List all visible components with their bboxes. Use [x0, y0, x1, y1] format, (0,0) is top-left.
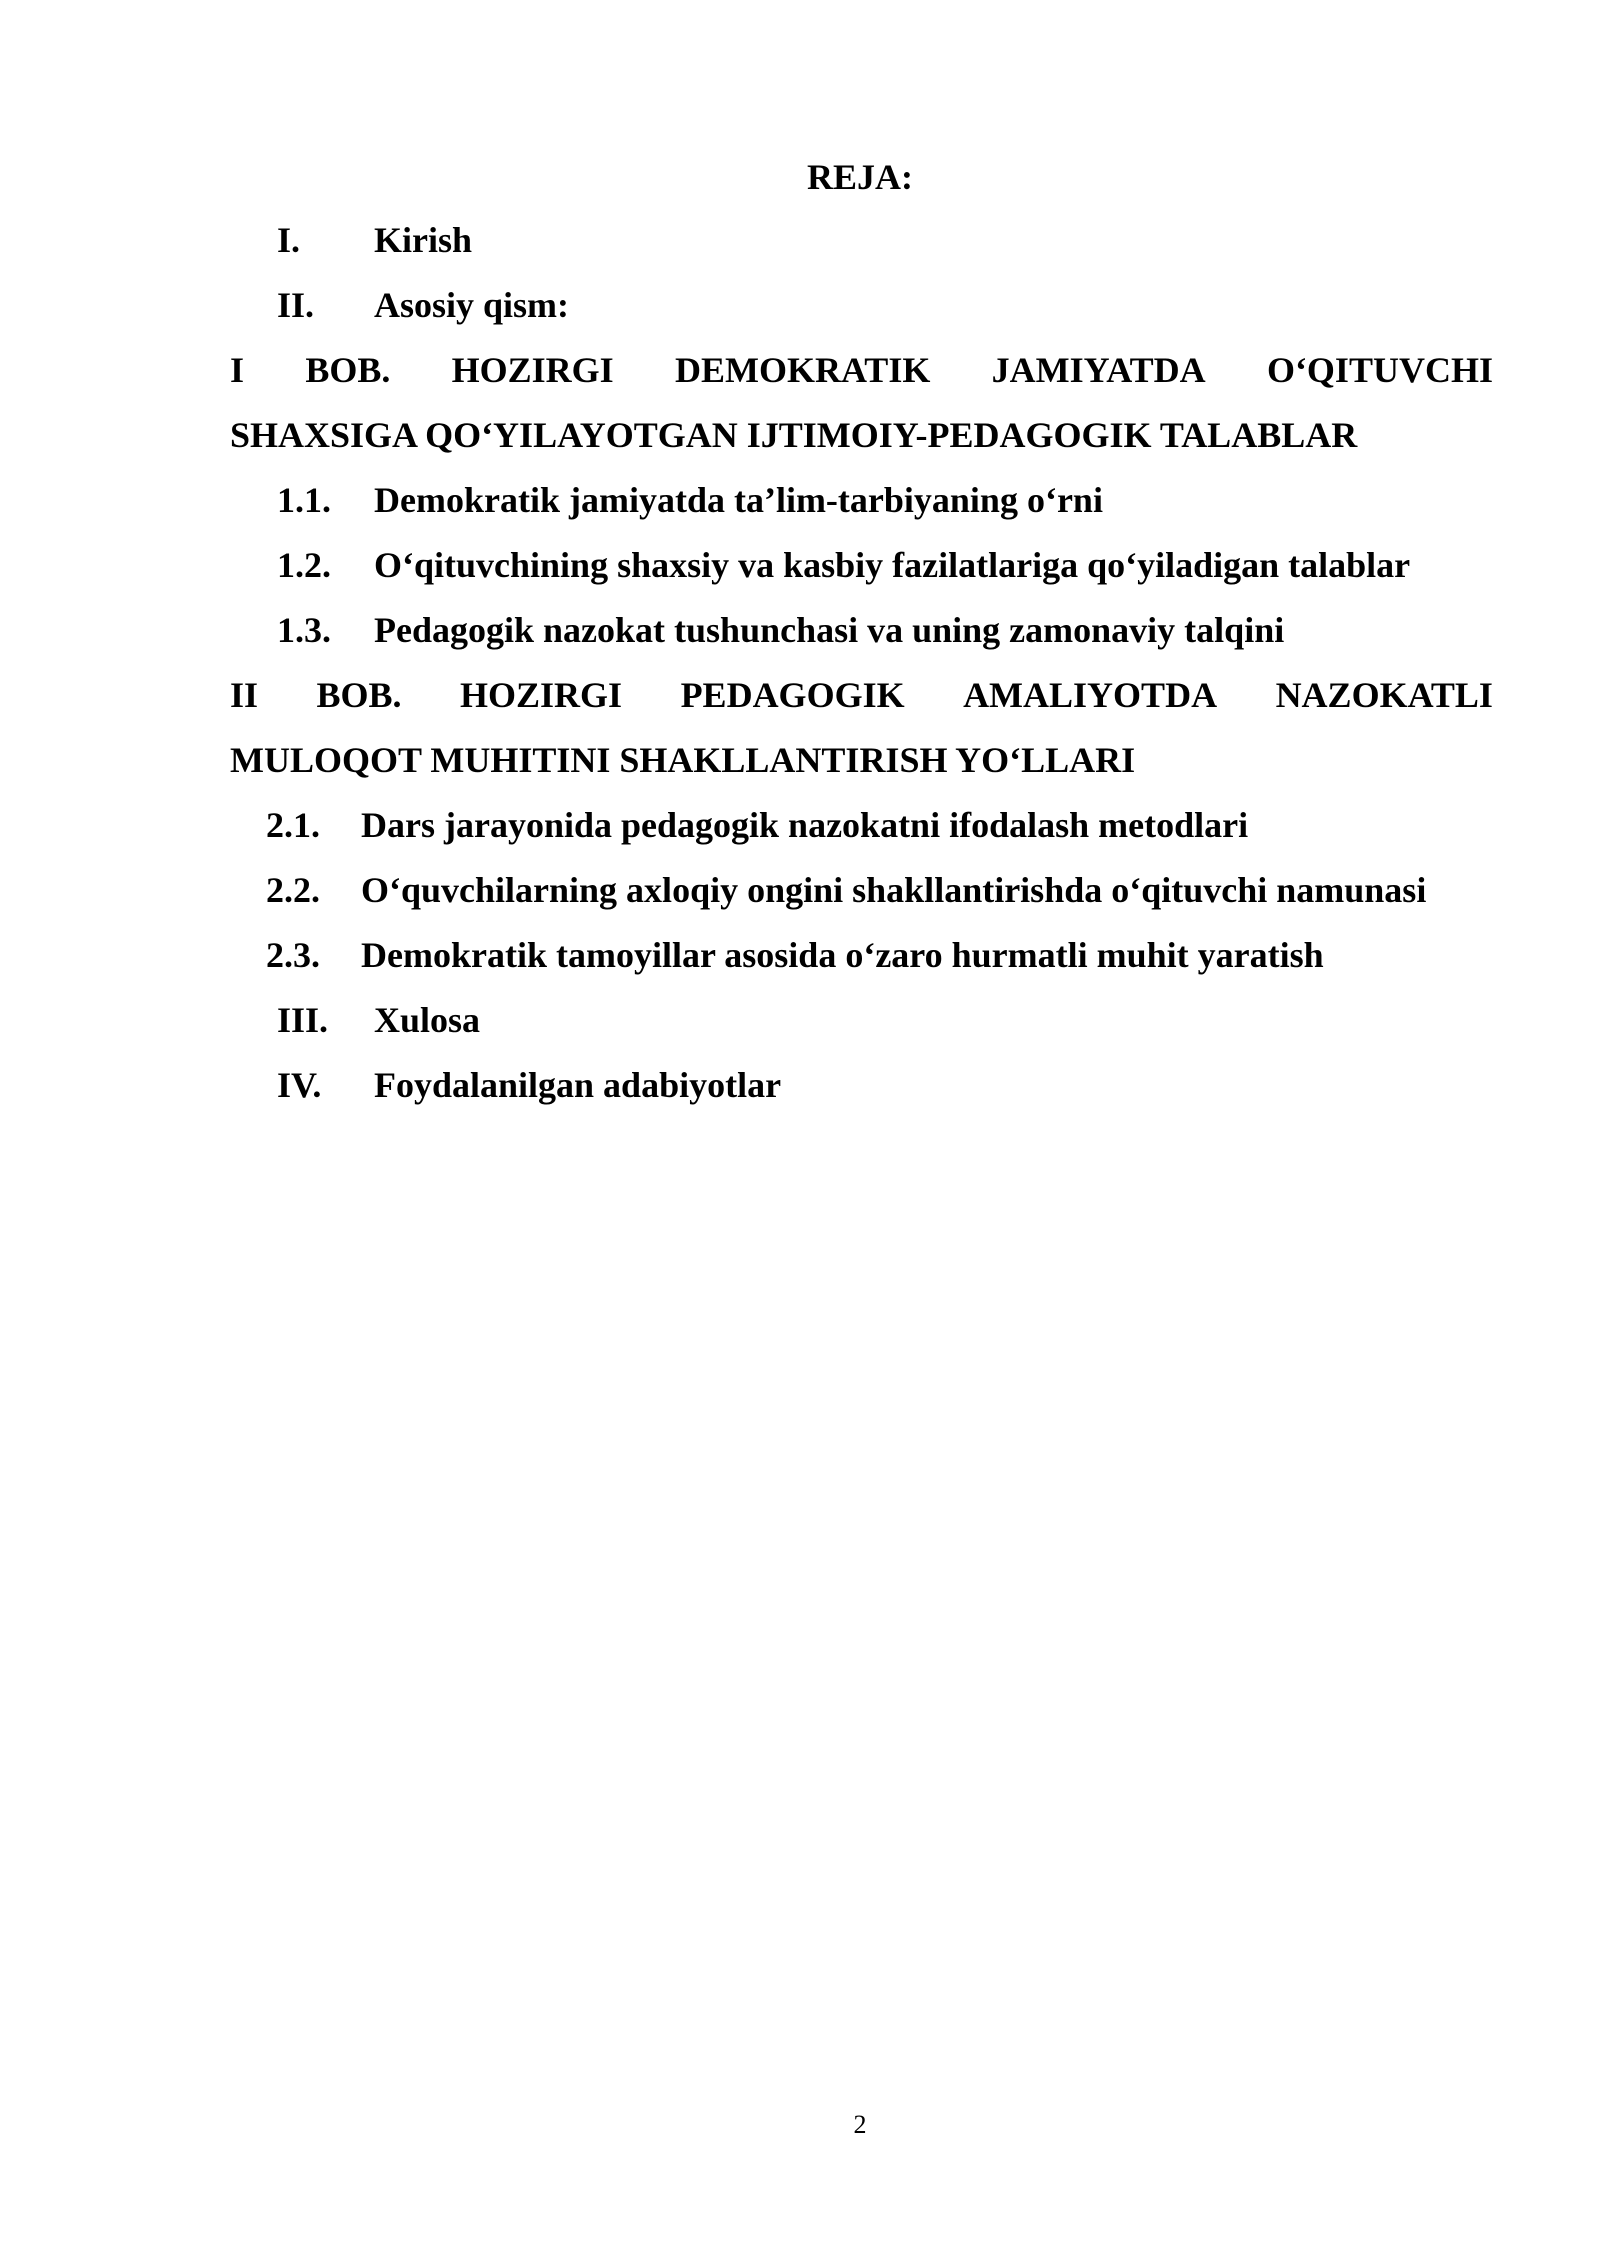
chapter-1-word: I [230, 350, 245, 390]
section-number: 1.1. [277, 480, 331, 520]
chapter-2-word: II [230, 675, 259, 715]
section-text: Dars jarayonida pedagogik nazokatni ifodalash metodlari [361, 805, 1249, 845]
section-number: 2.2. [266, 870, 320, 910]
chapter-2-word: BOB. [316, 675, 402, 715]
item-text: Xulosa [374, 1000, 481, 1040]
section-number: 2.1. [266, 805, 320, 845]
section-number: 2.3. [266, 935, 320, 975]
chapter-1-heading-line-2: SHAXSIGA QO‘YILAYOTGAN IJTIMOIY-PEDAGOGIK TALABLAR [230, 415, 1358, 455]
section-text: Demokratik tamoyillar asosida o‘zaro hurmatli muhit yaratish [361, 935, 1324, 975]
item-number: IV. [277, 1065, 322, 1105]
chapter-1-word: JAMIYATDA [991, 350, 1206, 390]
item-text: Asosiy qism: [374, 285, 570, 325]
chapter-1-word: BOB. [305, 350, 391, 390]
chapter-2-word: PEDAGOGIK [680, 675, 905, 715]
section-text: Pedagogik nazokat tushunchasi va uning zamonaviy talqini [374, 610, 1285, 650]
section-text: O‘quvchilarning axloqiy ongini shakllantirishda o‘qituvchi namunasi [361, 870, 1427, 910]
chapter-1-word: O‘QITUVCHI [1266, 350, 1493, 390]
chapter-2-heading-line-2: MULOQOT MUHITINI SHAKLLANTIRISH YO‘LLARI [230, 740, 1136, 780]
chapter-2-heading-line-1 [230, 668, 1493, 722]
item-number: I. [277, 220, 301, 260]
section-number: 1.3. [277, 610, 331, 650]
item-text: Kirish [374, 220, 473, 260]
plan-title: REJA: [807, 157, 913, 197]
chapter-1-heading-line-1 [230, 343, 1493, 397]
page-number: 2 [853, 2110, 867, 2139]
chapter-2-word: AMALIYOTDA [963, 675, 1218, 715]
section-number: 1.2. [277, 545, 331, 585]
section-text: O‘qituvchining shaxsiy va kasbiy fazilatlariga qo‘yiladigan talablar [374, 545, 1411, 585]
chapter-1-word: HOZIRGI [451, 350, 614, 390]
item-number: II. [277, 285, 315, 325]
chapter-1-word: DEMOKRATIK [674, 350, 931, 390]
section-text: Demokratik jamiyatda ta’lim-tarbiyaning o‘rni [374, 480, 1103, 520]
item-number: III. [277, 1000, 329, 1040]
item-text: Foydalanilgan adabiyotlar [374, 1065, 782, 1105]
chapter-2-word: HOZIRGI [460, 675, 623, 715]
chapter-2-word: NAZOKATLI [1275, 675, 1493, 715]
